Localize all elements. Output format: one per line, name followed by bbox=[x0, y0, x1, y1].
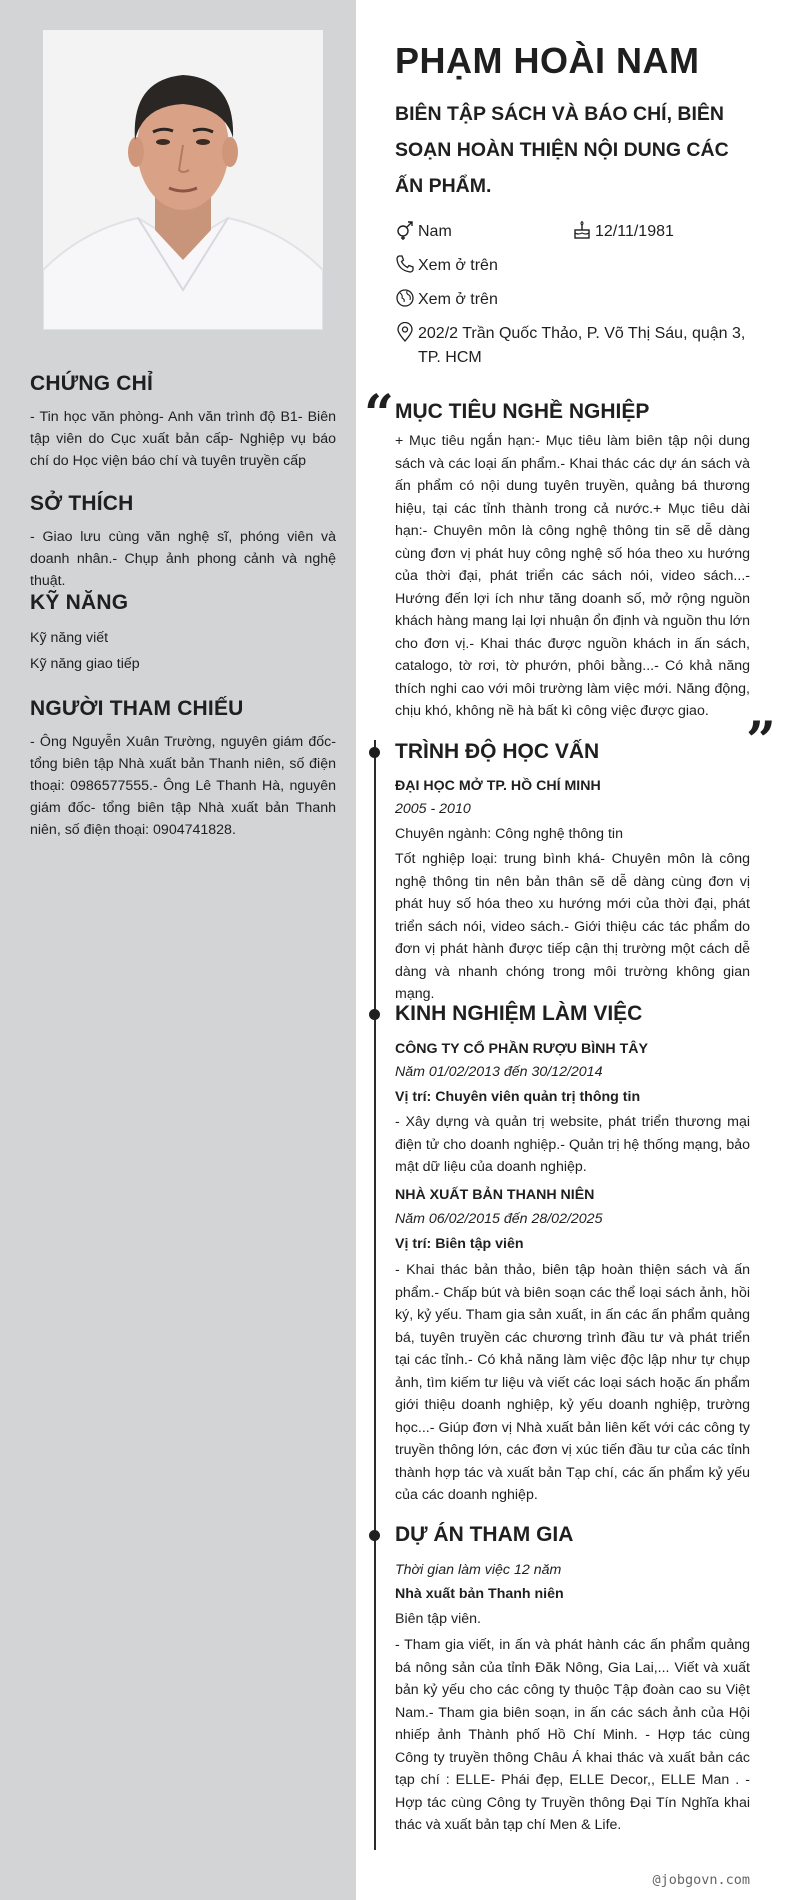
project-duration: Thời gian làm việc 12 năm bbox=[395, 1562, 562, 1578]
education-major: Chuyên ngành: Công nghệ thông tin bbox=[395, 826, 623, 842]
gender-icon bbox=[395, 220, 415, 240]
job-period: Năm 01/02/2013 đến 30/12/2014 bbox=[395, 1064, 603, 1080]
phone-value: Xem ở trên bbox=[418, 257, 498, 274]
phone-row bbox=[395, 254, 498, 278]
education-description: Tốt nghiệp loại: trung bình khá- Chuyên môn là công nghệ thông tin nên bản thân sẽ dễ dàng cùng đơn vị phát huy số hóa theo xu hướng mới của thời đại, phát triển sách nói, video sách.- Giới thiệu các tác phẩm do đơn vị phát hành được tiếp cận thị trường một cách dễ dàng và nhanh chóng trong môi trường không gian mạng. bbox=[395, 851, 750, 1002]
gender-row bbox=[395, 220, 452, 244]
skills-title: KỸ NĂNG bbox=[30, 591, 129, 614]
job-company: NHÀ XUẤT BẢN THANH NIÊN bbox=[395, 1187, 595, 1203]
certificates-text: - Tin học văn phòng- Anh văn trình độ B1- Biên tập viên do Cục xuất bản cấp- Nghiệp vụ báo chí do Học viện báo chí và tuyên truyền cấp bbox=[30, 409, 336, 469]
website-value: Xem ở trên bbox=[418, 291, 498, 308]
education-school: ĐẠI HỌC MỞ TP. HỒ CHÍ MINH bbox=[395, 778, 601, 794]
timeline-line bbox=[374, 740, 376, 1850]
hobbies-text: - Giao lưu cùng văn nghệ sĩ, phóng viên và doanh nhân.- Chụp ảnh phong cảnh và nghệ thuật. bbox=[30, 529, 336, 589]
project-role: Biên tập viên. bbox=[395, 1611, 481, 1627]
experience-title: KINH NGHIỆM LÀM VIỆC bbox=[395, 1002, 643, 1025]
objective-title: MỤC TIÊU NGHỀ NGHIỆP bbox=[395, 400, 650, 423]
education-period: 2005 - 2010 bbox=[395, 801, 471, 817]
phone-icon bbox=[395, 254, 415, 274]
candidate-title: BIÊN TẬP SÁCH VÀ BÁO CHÍ, BIÊN SOẠN HOÀN THIỆN NỘI DUNG CÁC ẤN PHẨM. bbox=[395, 103, 729, 197]
globe-icon bbox=[395, 288, 415, 308]
hobbies-section bbox=[30, 492, 336, 592]
certificates-title: CHỨNG CHỈ bbox=[30, 372, 154, 395]
education-title: TRÌNH ĐỘ HỌC VẤN bbox=[395, 740, 600, 763]
projects-title: DỰ ÁN THAM GIA bbox=[395, 1523, 574, 1546]
project-organization: Nhà xuất bản Thanh niên bbox=[395, 1586, 564, 1602]
birthday-cake-icon bbox=[572, 220, 592, 240]
birthday-value: 12/11/1981 bbox=[595, 223, 674, 240]
timeline-dot bbox=[369, 1009, 380, 1020]
job-position: Vị trí: Biên tập viên bbox=[395, 1236, 524, 1252]
job-description: - Xây dựng và quản trị website, phát triển thương mại điện tử cho doanh nghiệp.- Quản trị hệ thống mạng, bảo mật dữ liệu của doanh nghiệp. bbox=[395, 1114, 750, 1175]
skill-item: Kỹ năng giao tiếp bbox=[30, 656, 140, 672]
references-text: - Ông Nguyễn Xuân Trường, nguyên giám đốc- tổng biên tập Nhà xuất bản Thanh niên, số điện thoại: 0986577555.- Ông Lê Thanh Hà, nguyên giám đốc- tổng biên tập Nhà xuất bản Thanh niên, số điện thoại: 0904741828. bbox=[30, 734, 336, 838]
references-section bbox=[30, 697, 336, 841]
website-row bbox=[395, 288, 498, 312]
address-row bbox=[395, 322, 750, 370]
map-pin-icon bbox=[395, 322, 415, 342]
hobbies-title: SỞ THÍCH bbox=[30, 492, 134, 515]
certificates-section bbox=[30, 372, 336, 472]
job-description: - Khai thác bản thảo, biên tập hoàn thiện sách và ấn phẩm.- Chấp bút và biên soạn các thể loại sách ảnh, hồi ký, kỷ yếu. Tham gia sản xuất, in ấn các ấn phẩm quảng bá, tuyên truyền các chương trình đầu tư và phát triển tại các tỉnh.- Có khả năng làm việc độc lập như tự chụp ảnh, tìm kiếm tư liệu và viết các loại sách hoặc ấn phẩm giới thiệu doanh nghiệp, kỷ yếu doanh nghiệp, trường học...- Giúp đơn vị Nhà xuất bản liên kết với các công ty truyền thông lớn, các đơn vị xúc tiến đầu tư của các tỉnh thành hợp tác và xuất bản Tạp chí, các ấn phẩm kỷ yếu của các doanh nghiệp. bbox=[395, 1262, 750, 1503]
candidate-name: PHẠM HOÀI NAM bbox=[395, 40, 700, 81]
open-quote-icon: “ bbox=[364, 384, 394, 445]
skills-section bbox=[30, 591, 336, 677]
profile-photo bbox=[43, 30, 323, 330]
address-value: 202/2 Trần Quốc Thảo, P. Võ Thị Sáu, quận 3, TP. HCM bbox=[418, 325, 746, 366]
job-position: Vị trí: Chuyên viên quản trị thông tin bbox=[395, 1089, 641, 1105]
timeline-dot bbox=[369, 747, 380, 758]
watermark: @jobgovn.com bbox=[652, 1872, 750, 1888]
references-title: NGƯỜI THAM CHIẾU bbox=[30, 697, 244, 720]
project-description: - Tham gia viết, in ấn và phát hành các ấn phẩm quảng bá nông sản của tỉnh Đăk Nông, Gia Lai,... Viết và xuất bản kỷ yếu cho các công ty thuộc Tập đoàn cao su Việt Nam.- Tham gia biên soạn, in ấn các sách ảnh của Hội nhiếp ảnh Thành phố Hồ Chí Minh. - Hợp tác cùng Công ty truyền thông Châu Á khai thác và xuất bản các tạp chí : ELLE- Phái đẹp, ELLE Decor,, ELLE Man . - Hợp tác cùng Công ty Truyền thông Đại Tín Nghĩa khai thác và xuất bản tạp chí Men & Life. bbox=[395, 1637, 750, 1833]
gender-value: Nam bbox=[418, 223, 452, 240]
objective-text: + Mục tiêu ngắn hạn:- Mục tiêu làm biên tập nội dung sách và các loại ấn phẩm.- Khai thác các dự án sách và ấn phẩm có nội dung tuyên truyền, quảng bá thương hiệu, tại các tỉnh thành trong cả nước.+ Mục tiêu dài hạn:- Chuyên môn là công nghệ thông tin sẽ dễ dàng cùng đơn vị phát huy công nghệ số hóa theo xu hướng của thời đại, phát triển các sách nói, video sách...- Hướng đến lợi ích như tăng doanh số, mở rộng nguồn khách hàng mang lại lợi nhuận ổn định và nguồn thu lớn cho đơn vị.- Khai thác được nguồn khách in ấn sách, catalogo, tờ rơi, tờ phướn, phôi bằng...- Có khả năng thích nghi cao với môi trường làm việc mới. Năng động, chịu khó, không nề hà bất kì công việc được giao. bbox=[395, 433, 750, 719]
timeline-dot bbox=[369, 1530, 380, 1541]
close-quote-icon: ” bbox=[746, 711, 776, 772]
birthday-row bbox=[572, 220, 674, 244]
portrait-image bbox=[43, 30, 323, 330]
job-company: CÔNG TY CỔ PHẦN RƯỢU BÌNH TÂY bbox=[395, 1041, 648, 1057]
job-period: Năm 06/02/2015 đến 28/02/2025 bbox=[395, 1211, 603, 1227]
skill-item: Kỹ năng viết bbox=[30, 630, 109, 646]
